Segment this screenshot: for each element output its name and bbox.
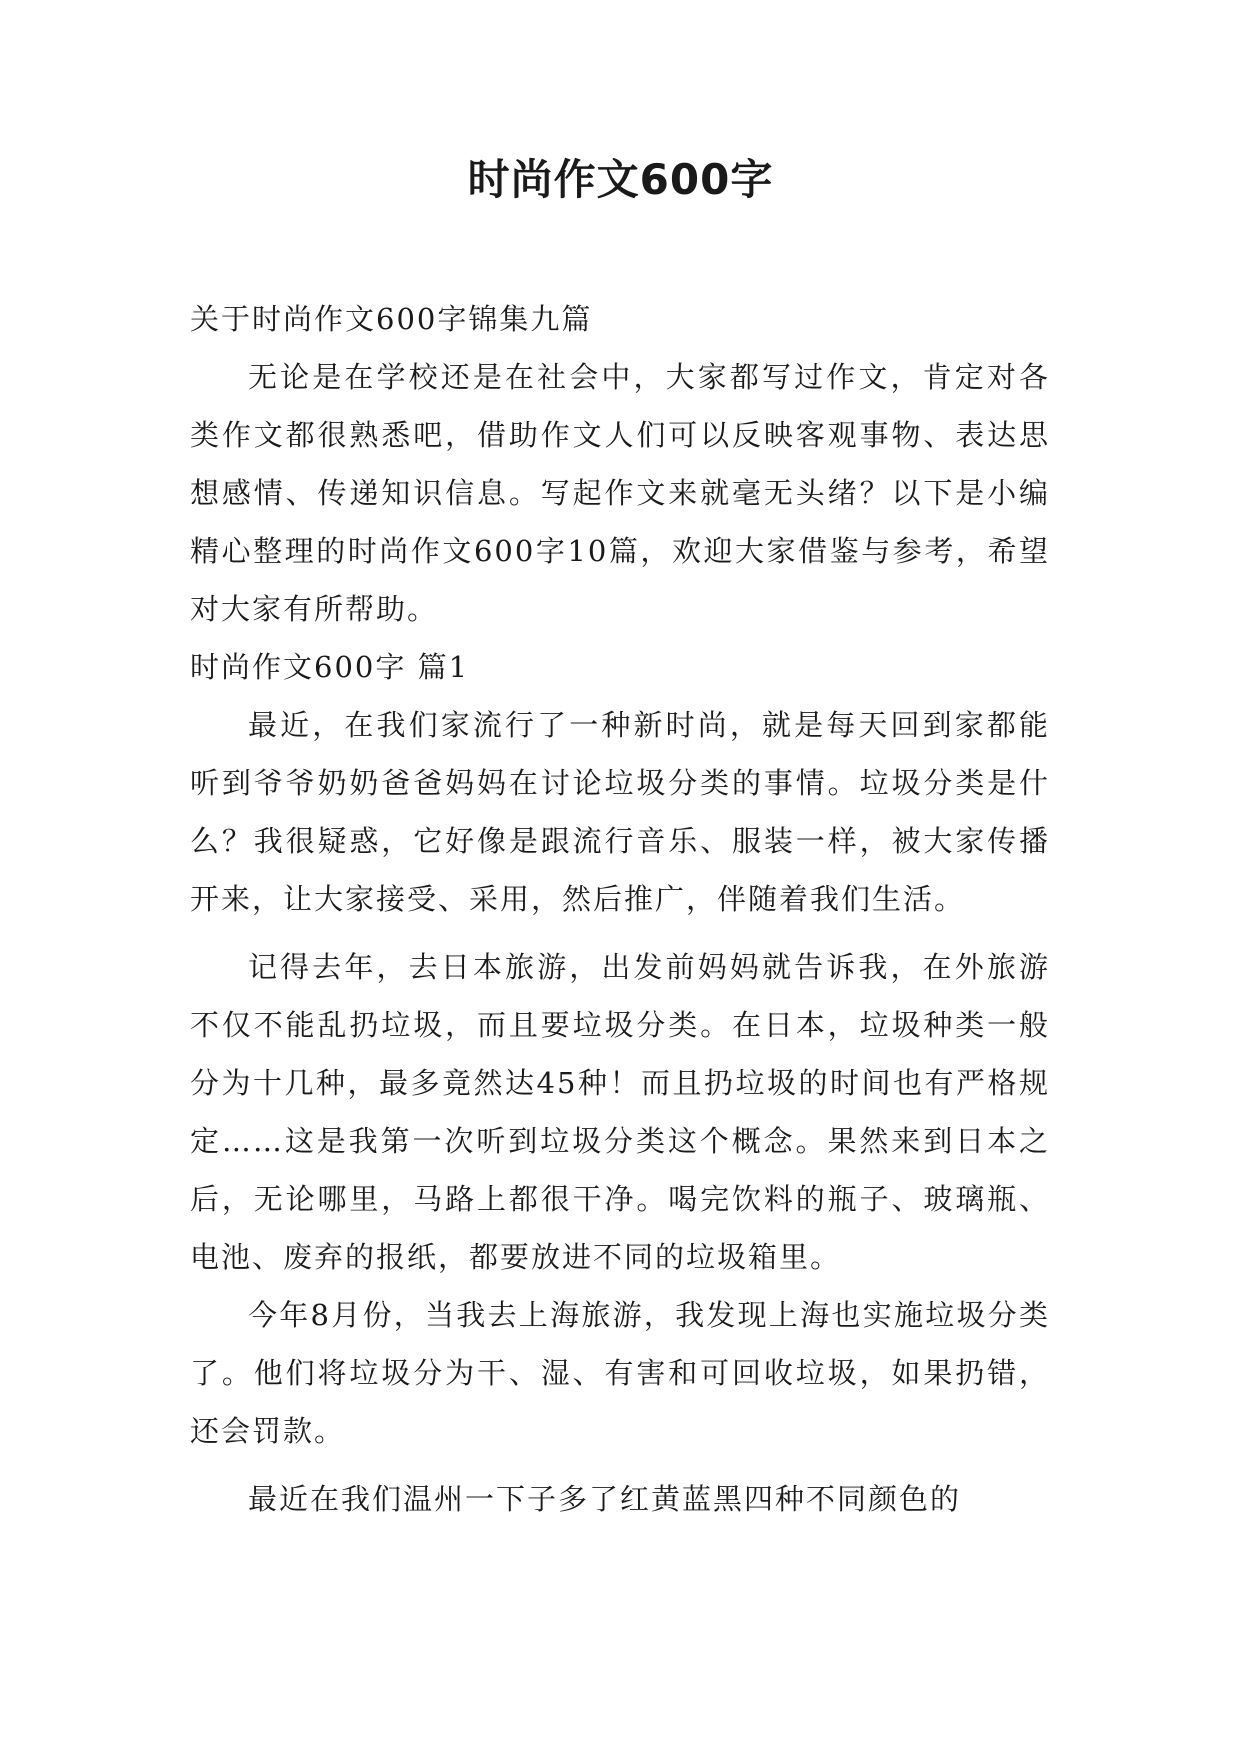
intro-paragraph: 无论是在学校还是在社会中，大家都写过作文，肯定对各类作文都很熟悉吧，借助作文人们可以反映客观事物、表达思想感情、传递知识信息。写起作文来就毫无头绪？以下是小编精心整理的时尚作文600字10篇，欢迎大家借鉴与参考，希望对大家有所帮助。 <box>190 360 1050 626</box>
body-paragraph-4: 最近在我们温州一下子多了红黄蓝黑四种不同颜色的 <box>248 1482 962 1516</box>
body-paragraph-1: 最近，在我们家流行了一种新时尚，就是每天回到家都能听到爷爷奶奶爸爸妈妈在讨论垃圾分类的事情。垃圾分类是什么？我很疑惑，它好像是跟流行音乐、服装一样，被大家传播开来，让大家接受、采用，然后推广，伴随着我们生活。 <box>190 708 1050 916</box>
document-subtitle: 关于时尚作文600字锦集九篇 <box>190 302 593 336</box>
body-paragraph-2: 记得去年，去日本旅游，出发前妈妈就告诉我，在外旅游不仅不能乱扔垃圾，而且要垃圾分类。在日本，垃圾种类一般分为十几种，最多竟然达45种！而且扔垃圾的时间也有严格规定……这是我第一次听到垃圾分类这个概念。果然来到日本之后，无论哪里，马路上都很干净。喝完饮料的瓶子、玻璃瓶、电池、废弃的报纸，都要放进不同的垃圾箱里。 <box>190 950 1050 1274</box>
body-paragraph-3: 今年8月份，当我去上海旅游，我发现上海也实施垃圾分类了。他们将垃圾分为干、湿、有害和可回收垃圾，如果扔错，还会罚款。 <box>190 1298 1050 1448</box>
document-body <box>190 290 1050 1528</box>
section-heading: 时尚作文600字 篇1 <box>190 650 470 684</box>
document-title: 时尚作文600字 <box>467 155 774 204</box>
